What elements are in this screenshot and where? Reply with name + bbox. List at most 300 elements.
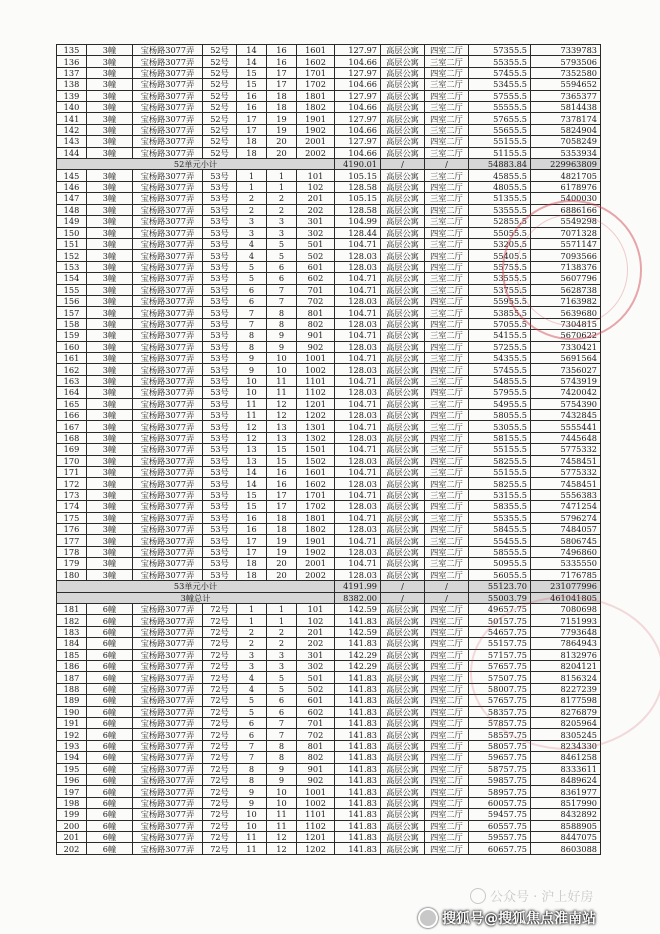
nominal-floor-cell: 1 — [267, 603, 297, 614]
building-number-cell: 3幢 — [87, 45, 133, 56]
actual-floor-cell: 2 — [237, 638, 267, 649]
area-cell: 127.97 — [335, 113, 381, 124]
row-number-cell: 192 — [57, 729, 87, 740]
actual-floor-cell: 8 — [237, 775, 267, 786]
unit-price-cell: 55155.5 — [469, 444, 531, 455]
area-cell: 104.66 — [335, 56, 381, 67]
total-price-cell: 5793506 — [531, 56, 601, 67]
row-number-cell: 153 — [57, 261, 87, 272]
row-number-cell: 144 — [57, 147, 87, 158]
unit-price-cell: 59457.75 — [469, 809, 531, 820]
area-cell: 142.59 — [335, 626, 381, 637]
area-cell: 128.03 — [335, 341, 381, 352]
building-total-slash: / — [425, 592, 469, 603]
actual-floor-cell: 16 — [237, 524, 267, 535]
unit-price-cell: 58255.5 — [469, 478, 531, 489]
unit-number-cell: 72号 — [203, 729, 237, 740]
layout-cell: 三室二厅 — [425, 79, 469, 90]
actual-floor-cell: 6 — [237, 729, 267, 740]
room-number-cell: 202 — [297, 204, 335, 215]
total-price-cell: 7471254 — [531, 501, 601, 512]
total-price-cell: 5628738 — [531, 284, 601, 295]
room-number-cell: 101 — [297, 170, 335, 181]
property-type-cell: 高层公寓 — [381, 318, 425, 329]
building-total-area: 8382.00 — [335, 592, 381, 603]
unit-number-cell: 53号 — [203, 558, 237, 569]
sohu-logo-icon — [418, 908, 438, 928]
property-type-cell: 高层公寓 — [381, 147, 425, 158]
property-type-cell: 高层公寓 — [381, 444, 425, 455]
building-total-total-price: 461041805 — [531, 592, 601, 603]
street-address-cell: 宝杨路3077弄 — [133, 181, 203, 192]
row-number-cell: 138 — [57, 79, 87, 90]
row-number-cell: 189 — [57, 695, 87, 706]
row-number-cell: 182 — [57, 615, 87, 626]
unit-number-cell: 72号 — [203, 649, 237, 660]
area-cell: 104.66 — [335, 124, 381, 135]
nominal-floor-cell: 16 — [267, 45, 297, 56]
unit-number-cell: 53号 — [203, 546, 237, 557]
unit-price-cell: 58155.5 — [469, 432, 531, 443]
street-address-cell: 宝杨路3077弄 — [133, 227, 203, 238]
unit-number-cell: 53号 — [203, 216, 237, 227]
actual-floor-cell: 13 — [237, 455, 267, 466]
actual-floor-cell: 12 — [237, 421, 267, 432]
total-price-cell: 8517990 — [531, 797, 601, 808]
property-type-cell: 高层公寓 — [381, 797, 425, 808]
actual-floor-cell: 9 — [237, 364, 267, 375]
property-type-cell: 高层公寓 — [381, 398, 425, 409]
street-address-cell: 宝杨路3077弄 — [133, 45, 203, 56]
street-address-cell: 宝杨路3077弄 — [133, 102, 203, 113]
unit-number-cell: 52号 — [203, 90, 237, 101]
unit-number-cell: 52号 — [203, 79, 237, 90]
nominal-floor-cell: 6 — [267, 261, 297, 272]
area-cell: 104.71 — [335, 467, 381, 478]
table-row — [57, 763, 601, 774]
row-number-cell: 157 — [57, 307, 87, 318]
layout-cell: 四室二厅 — [425, 706, 469, 717]
total-price-cell: 8588905 — [531, 820, 601, 831]
building-number-cell: 3幢 — [87, 341, 133, 352]
room-number-cell: 1802 — [297, 524, 335, 535]
faint-watermark — [470, 886, 593, 905]
total-price-cell: 8461258 — [531, 752, 601, 763]
unit-price-cell: 57507.75 — [469, 672, 531, 683]
layout-cell: 三室二厅 — [425, 284, 469, 295]
total-price-cell: 5594652 — [531, 79, 601, 90]
nominal-floor-cell: 2 — [267, 638, 297, 649]
row-number-cell: 196 — [57, 775, 87, 786]
table-section-52 — [57, 45, 601, 159]
layout-cell: 四室二厅 — [425, 227, 469, 238]
table-row — [57, 318, 601, 329]
area-cell: 128.03 — [335, 501, 381, 512]
total-price-cell: 7339783 — [531, 45, 601, 56]
layout-cell: 四室二厅 — [425, 341, 469, 352]
actual-floor-cell: 8 — [237, 763, 267, 774]
unit-number-cell: 53号 — [203, 455, 237, 466]
area-cell: 141.83 — [335, 809, 381, 820]
actual-floor-cell: 2 — [237, 193, 267, 204]
row-number-cell: 152 — [57, 250, 87, 261]
layout-cell: 四室二厅 — [425, 261, 469, 272]
area-cell: 141.83 — [335, 695, 381, 706]
street-address-cell: 宝杨路3077弄 — [133, 467, 203, 478]
nominal-floor-cell: 8 — [267, 752, 297, 763]
room-number-cell: 102 — [297, 615, 335, 626]
actual-floor-cell: 6 — [237, 284, 267, 295]
area-cell: 141.83 — [335, 752, 381, 763]
unit-price-cell: 50157.75 — [469, 615, 531, 626]
nominal-floor-cell: 9 — [267, 330, 297, 341]
layout-cell: 三室二厅 — [425, 102, 469, 113]
row-number-cell: 195 — [57, 763, 87, 774]
street-address-cell: 宝杨路3077弄 — [133, 375, 203, 386]
unit-number-cell: 72号 — [203, 752, 237, 763]
area-cell: 104.71 — [335, 238, 381, 249]
table-row — [57, 341, 601, 352]
property-type-cell: 高层公寓 — [381, 352, 425, 363]
subtotal-label: 52单元小计 — [57, 159, 335, 170]
subtotal-53-section — [57, 581, 601, 604]
actual-floor-cell: 12 — [237, 432, 267, 443]
nominal-floor-cell: 17 — [267, 67, 297, 78]
watermark-text: 搜狐号@搜狐焦点淮南站 — [442, 911, 596, 927]
room-number-cell: 802 — [297, 318, 335, 329]
unit-price-cell: 49657.75 — [469, 603, 531, 614]
building-number-cell: 3幢 — [87, 535, 133, 546]
row-number-cell: 183 — [57, 626, 87, 637]
area-cell: 128.03 — [335, 364, 381, 375]
street-address-cell: 宝杨路3077弄 — [133, 318, 203, 329]
actual-floor-cell: 18 — [237, 569, 267, 580]
street-address-cell: 宝杨路3077弄 — [133, 775, 203, 786]
property-type-cell: 高层公寓 — [381, 56, 425, 67]
street-address-cell: 宝杨路3077弄 — [133, 295, 203, 306]
room-number-cell: 602 — [297, 706, 335, 717]
table-row — [57, 832, 601, 843]
row-number-cell: 177 — [57, 535, 87, 546]
nominal-floor-cell: 2 — [267, 193, 297, 204]
total-price-cell: 5775332 — [531, 444, 601, 455]
area-cell: 104.66 — [335, 79, 381, 90]
area-cell: 104.71 — [335, 558, 381, 569]
unit-price-cell: 52855.5 — [469, 216, 531, 227]
unit-number-cell: 53号 — [203, 318, 237, 329]
subtotal-52-section — [57, 159, 601, 170]
nominal-floor-cell: 3 — [267, 216, 297, 227]
building-number-cell: 6幢 — [87, 832, 133, 843]
row-number-cell: 141 — [57, 113, 87, 124]
table-row — [57, 706, 601, 717]
room-number-cell: 702 — [297, 729, 335, 740]
property-type-cell: 高层公寓 — [381, 90, 425, 101]
nominal-floor-cell: 15 — [267, 444, 297, 455]
room-number-cell: 1901 — [297, 113, 335, 124]
unit-number-cell: 53号 — [203, 330, 237, 341]
actual-floor-cell: 4 — [237, 238, 267, 249]
row-number-cell: 172 — [57, 478, 87, 489]
area-cell: 104.71 — [335, 535, 381, 546]
unit-price-cell: 58355.5 — [469, 501, 531, 512]
room-number-cell: 1601 — [297, 45, 335, 56]
actual-floor-cell: 15 — [237, 501, 267, 512]
building-number-cell: 3幢 — [87, 387, 133, 398]
area-cell: 104.71 — [335, 398, 381, 409]
layout-cell: 四室二厅 — [425, 67, 469, 78]
layout-cell: 四室二厅 — [425, 113, 469, 124]
table-row — [57, 569, 601, 580]
table-row — [57, 683, 601, 694]
nominal-floor-cell: 7 — [267, 729, 297, 740]
total-price-cell: 8333611 — [531, 763, 601, 774]
building-number-cell: 6幢 — [87, 843, 133, 854]
property-type-cell: 高层公寓 — [381, 489, 425, 500]
total-price-cell: 5335550 — [531, 558, 601, 569]
subtotal-label: 53单元小计 — [57, 581, 335, 592]
unit-number-cell: 53号 — [203, 467, 237, 478]
total-price-cell: 7352580 — [531, 67, 601, 78]
unit-price-cell: 54955.5 — [469, 398, 531, 409]
actual-floor-cell: 17 — [237, 113, 267, 124]
nominal-floor-cell: 10 — [267, 797, 297, 808]
subtotal-total-price: 231077996 — [531, 581, 601, 592]
building-number-cell: 3幢 — [87, 330, 133, 341]
room-number-cell: 1001 — [297, 786, 335, 797]
building-number-cell: 6幢 — [87, 752, 133, 763]
nominal-floor-cell: 10 — [267, 352, 297, 363]
table-row — [57, 797, 601, 808]
property-type-cell: 高层公寓 — [381, 467, 425, 478]
property-type-cell: 高层公寓 — [381, 387, 425, 398]
row-number-cell: 187 — [57, 672, 87, 683]
building-number-cell: 3幢 — [87, 432, 133, 443]
street-address-cell: 宝杨路3077弄 — [133, 147, 203, 158]
actual-floor-cell: 7 — [237, 318, 267, 329]
unit-price-cell: 56055.5 — [469, 569, 531, 580]
nominal-floor-cell: 20 — [267, 147, 297, 158]
area-cell: 141.83 — [335, 672, 381, 683]
table-row — [57, 227, 601, 238]
area-cell: 104.71 — [335, 421, 381, 432]
area-cell: 141.83 — [335, 832, 381, 843]
table-row — [57, 535, 601, 546]
layout-cell: 三室二厅 — [425, 512, 469, 523]
unit-number-cell: 53号 — [203, 421, 237, 432]
total-price-cell: 7484057 — [531, 524, 601, 535]
unit-number-cell: 53号 — [203, 535, 237, 546]
unit-number-cell: 72号 — [203, 740, 237, 751]
unit-number-cell: 72号 — [203, 797, 237, 808]
street-address-cell: 宝杨路3077弄 — [133, 603, 203, 614]
room-number-cell: 1902 — [297, 546, 335, 557]
building-number-cell: 3幢 — [87, 489, 133, 500]
room-number-cell: 1901 — [297, 535, 335, 546]
row-number-cell: 202 — [57, 843, 87, 854]
row-number-cell: 149 — [57, 216, 87, 227]
total-price-cell: 7304815 — [531, 318, 601, 329]
unit-price-cell: 53755.5 — [469, 284, 531, 295]
property-type-cell: 高层公寓 — [381, 603, 425, 614]
row-number-cell: 200 — [57, 820, 87, 831]
total-price-cell: 7356027 — [531, 364, 601, 375]
property-type-cell: 高层公寓 — [381, 638, 425, 649]
building-number-cell: 6幢 — [87, 660, 133, 671]
layout-cell: 三室二厅 — [425, 444, 469, 455]
row-number-cell: 191 — [57, 717, 87, 728]
building-total-row — [57, 592, 601, 603]
subtotal-slash: / — [425, 581, 469, 592]
area-cell: 141.83 — [335, 638, 381, 649]
total-price-cell: 5806745 — [531, 535, 601, 546]
room-number-cell: 601 — [297, 695, 335, 706]
area-cell: 104.66 — [335, 102, 381, 113]
nominal-floor-cell: 6 — [267, 273, 297, 284]
area-cell: 127.97 — [335, 67, 381, 78]
area-cell: 141.83 — [335, 706, 381, 717]
table-row — [57, 79, 601, 90]
layout-cell: 三室二厅 — [425, 124, 469, 135]
building-number-cell: 3幢 — [87, 478, 133, 489]
row-number-cell: 184 — [57, 638, 87, 649]
room-number-cell: 801 — [297, 307, 335, 318]
layout-cell: 四室二厅 — [425, 729, 469, 740]
nominal-floor-cell: 16 — [267, 478, 297, 489]
unit-number-cell: 72号 — [203, 843, 237, 854]
unit-number-cell: 53号 — [203, 227, 237, 238]
layout-cell: 三室二厅 — [425, 467, 469, 478]
area-cell: 128.03 — [335, 478, 381, 489]
area-cell: 141.83 — [335, 786, 381, 797]
building-number-cell: 3幢 — [87, 181, 133, 192]
row-number-cell: 175 — [57, 512, 87, 523]
area-cell: 128.03 — [335, 569, 381, 580]
area-cell: 127.97 — [335, 90, 381, 101]
building-number-cell: 3幢 — [87, 79, 133, 90]
property-type-cell: 高层公寓 — [381, 478, 425, 489]
unit-price-cell: 57657.75 — [469, 660, 531, 671]
row-number-cell: 159 — [57, 330, 87, 341]
sohu-watermark — [418, 906, 596, 930]
street-address-cell: 宝杨路3077弄 — [133, 638, 203, 649]
nominal-floor-cell: 20 — [267, 558, 297, 569]
total-price-cell: 8361977 — [531, 786, 601, 797]
row-number-cell: 179 — [57, 558, 87, 569]
unit-price-cell: 54657.75 — [469, 626, 531, 637]
street-address-cell: 宝杨路3077弄 — [133, 216, 203, 227]
table-row — [57, 147, 601, 158]
building-number-cell: 3幢 — [87, 512, 133, 523]
nominal-floor-cell: 10 — [267, 786, 297, 797]
property-type-cell: 高层公寓 — [381, 832, 425, 843]
room-number-cell: 1702 — [297, 501, 335, 512]
table-row — [57, 352, 601, 363]
building-number-cell: 6幢 — [87, 797, 133, 808]
total-price-cell: 7378174 — [531, 113, 601, 124]
property-type-cell: 高层公寓 — [381, 524, 425, 535]
nominal-floor-cell: 15 — [267, 455, 297, 466]
total-price-cell: 5824904 — [531, 124, 601, 135]
subtotal-slash: / — [381, 581, 425, 592]
layout-cell: 四室二厅 — [425, 660, 469, 671]
table-row — [57, 250, 601, 261]
nominal-floor-cell: 12 — [267, 410, 297, 421]
nominal-floor-cell: 11 — [267, 375, 297, 386]
actual-floor-cell: 11 — [237, 843, 267, 854]
row-number-cell: 168 — [57, 432, 87, 443]
actual-floor-cell: 3 — [237, 216, 267, 227]
building-number-cell: 6幢 — [87, 695, 133, 706]
property-type-cell: 高层公寓 — [381, 660, 425, 671]
actual-floor-cell: 15 — [237, 67, 267, 78]
room-number-cell: 501 — [297, 238, 335, 249]
street-address-cell: 宝杨路3077弄 — [133, 170, 203, 181]
nominal-floor-cell: 12 — [267, 398, 297, 409]
street-address-cell: 宝杨路3077弄 — [133, 284, 203, 295]
street-address-cell: 宝杨路3077弄 — [133, 832, 203, 843]
street-address-cell: 宝杨路3077弄 — [133, 706, 203, 717]
street-address-cell: 宝杨路3077弄 — [133, 432, 203, 443]
nominal-floor-cell: 1 — [267, 170, 297, 181]
nominal-floor-cell: 17 — [267, 501, 297, 512]
room-number-cell: 2002 — [297, 147, 335, 158]
total-price-cell: 8234330 — [531, 740, 601, 751]
room-number-cell: 701 — [297, 284, 335, 295]
table-row — [57, 672, 601, 683]
building-number-cell: 6幢 — [87, 672, 133, 683]
nominal-floor-cell: 19 — [267, 546, 297, 557]
unit-number-cell: 72号 — [203, 809, 237, 820]
property-type-cell: 高层公寓 — [381, 307, 425, 318]
building-number-cell: 3幢 — [87, 318, 133, 329]
unit-number-cell: 53号 — [203, 193, 237, 204]
row-number-cell: 167 — [57, 421, 87, 432]
layout-cell: 四室二厅 — [425, 717, 469, 728]
nominal-floor-cell: 13 — [267, 432, 297, 443]
building-total-slash: / — [381, 592, 425, 603]
actual-floor-cell: 11 — [237, 832, 267, 843]
row-number-cell: 146 — [57, 181, 87, 192]
area-cell: 128.03 — [335, 295, 381, 306]
unit-price-cell: 54855.5 — [469, 375, 531, 386]
area-cell: 141.83 — [335, 775, 381, 786]
room-number-cell: 1902 — [297, 124, 335, 135]
actual-floor-cell: 18 — [237, 147, 267, 158]
unit-price-cell: 58757.75 — [469, 763, 531, 774]
nominal-floor-cell: 1 — [267, 181, 297, 192]
unit-price-cell: 57857.75 — [469, 717, 531, 728]
property-type-cell: 高层公寓 — [381, 181, 425, 192]
room-number-cell: 1701 — [297, 489, 335, 500]
room-number-cell: 901 — [297, 763, 335, 774]
total-price-cell: 5754390 — [531, 398, 601, 409]
unit-price-cell: 48055.5 — [469, 181, 531, 192]
nominal-floor-cell: 13 — [267, 421, 297, 432]
actual-floor-cell: 4 — [237, 672, 267, 683]
row-number-cell: 170 — [57, 455, 87, 466]
area-cell: 141.83 — [335, 729, 381, 740]
table-row — [57, 261, 601, 272]
property-type-cell: 高层公寓 — [381, 740, 425, 751]
price-list-table — [56, 44, 601, 855]
total-price-cell: 7163982 — [531, 295, 601, 306]
building-number-cell: 3幢 — [87, 569, 133, 580]
nominal-floor-cell: 18 — [267, 512, 297, 523]
actual-floor-cell: 14 — [237, 478, 267, 489]
total-price-cell: 8205964 — [531, 717, 601, 728]
total-price-cell: 5549298 — [531, 216, 601, 227]
